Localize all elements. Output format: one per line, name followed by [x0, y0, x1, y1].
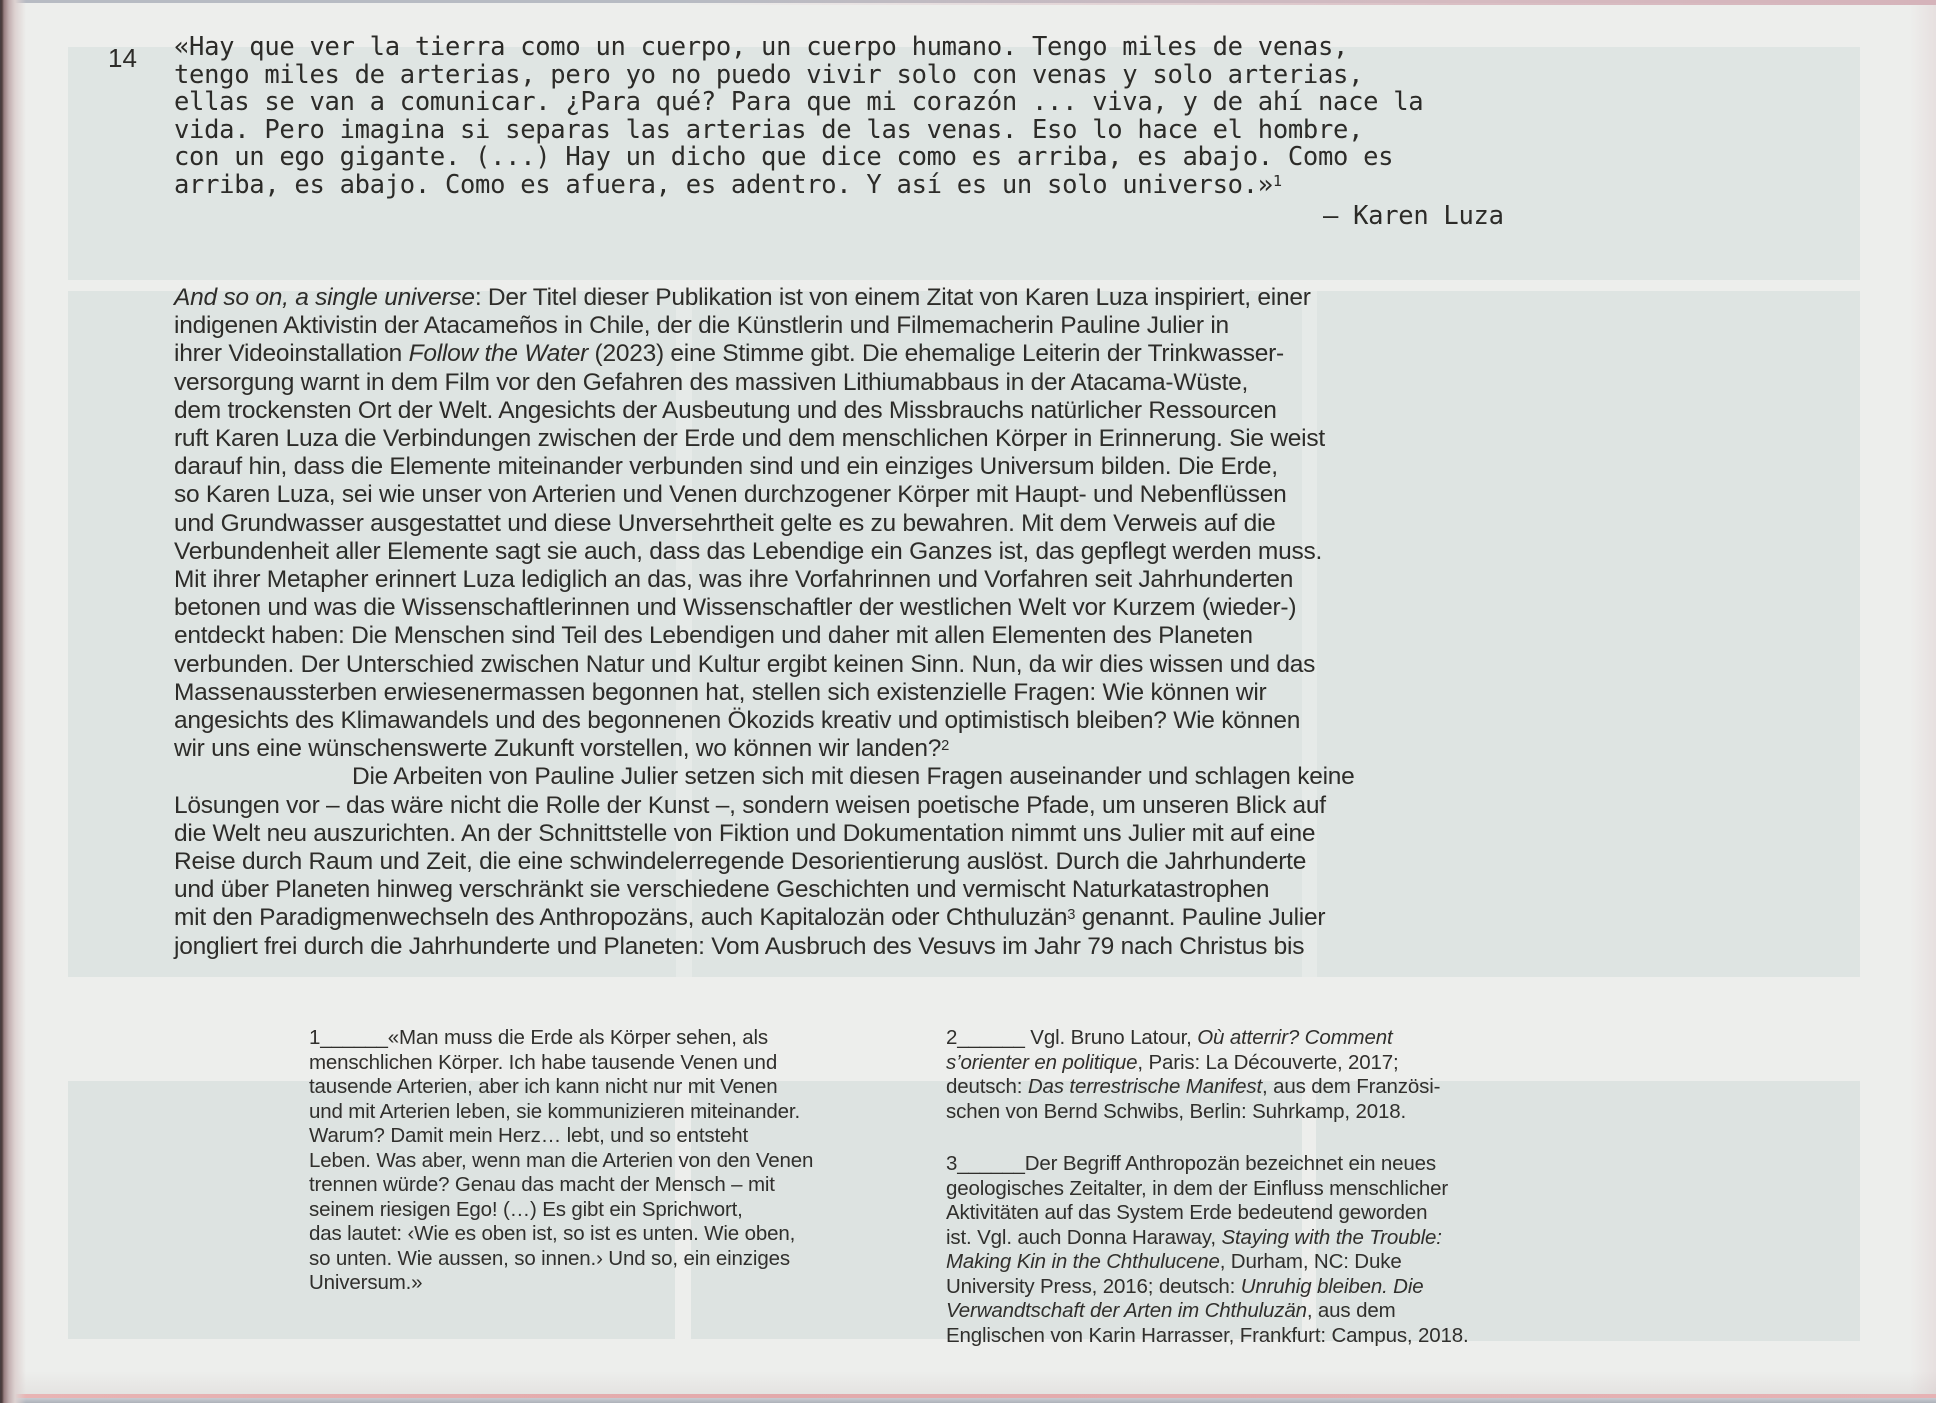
- text-line: Englischen von Karin Harrasser, Frankfurt: Campus, 2018.: [946, 1324, 1469, 1348]
- footnote-1: [309, 1026, 813, 1296]
- text-line: Verwandtschaft der Arten im Chthuluzän, aus dem: [946, 1299, 1396, 1323]
- text-line: das lautet: ‹Wie es oben ist, so ist es unten. Wie oben,: [309, 1222, 796, 1246]
- page-number: 14: [108, 43, 137, 73]
- text-line: 3______Der Begriff Anthropozän bezeichnet ein neues: [946, 1152, 1437, 1176]
- text-line: Aktivitäten auf das System Erde bedeutend geworden: [946, 1201, 1428, 1225]
- footnote-gap: [946, 1124, 1469, 1152]
- text-line: s’orienter en politique, Paris: La Découverte, 2017;: [946, 1050, 1399, 1074]
- text-line: tengo miles de arterias, pero yo no puedo vivir solo con venas y solo arterias,: [174, 59, 1364, 90]
- text-line: arriba, es abajo. Como es afuera, es adentro. Y así es un solo universo.»$^1$: [174, 169, 1282, 200]
- next-page-edge-strip: [0, 1398, 1936, 1403]
- text-line: so Karen Luza, sei wie unser von Arterien und Venen durchzogener Körper mit Haupt- und Nebenflüssen: [174, 481, 1287, 509]
- text-line: jongliert frei durch die Jahrhunderte und Planeten: Vom Ausbruch des Vesuvs im Jahr 79 nach Christus bis: [174, 932, 1305, 960]
- text-line: vida. Pero imagina si separas las arterias de las venas. Eso lo hace el hombre,: [174, 114, 1364, 145]
- text-line: 1______«Man muss die Erde als Körper sehen, als: [309, 1026, 769, 1049]
- text-line: angesichts des Klimawandels und des begonnenen Ökozids kreativ und optimistisch bleiben? Wie können: [174, 707, 1301, 735]
- text-line: University Press, 2016; deutsch: Unruhig bleiben. Die: [946, 1274, 1424, 1298]
- page-surface: [13, 3, 1936, 1397]
- text-line: darauf hin, dass die Elemente miteinander verbunden sind und ein einziges Universum bilden. Die Erde,: [174, 453, 1278, 481]
- text-line: wir uns eine wünschenswerte Zukunft vorstellen, wo können wir landen?$^2$: [174, 735, 950, 763]
- text-line: die Welt neu auszurichten. An der Schnittstelle von Fiktion und Dokumentation nimmt uns Julier mit auf eine: [174, 819, 1316, 847]
- body-text: [174, 284, 1355, 961]
- text-line: seinem riesigen Ego! (…) Es gibt ein Sprichwort,: [309, 1197, 743, 1221]
- text-line: Verbundenheit aller Elemente sagt sie auch, dass das Lebendige ein Ganzes ist, das gepflegt werden muss.: [174, 537, 1323, 565]
- text-line: 2______ Vgl. Bruno Latour, Où atterrir? Comment: [946, 1026, 1393, 1049]
- text-line: menschlichen Körper. Ich habe tausende Venen und: [309, 1050, 778, 1074]
- text-line: ruft Karen Luza die Verbindungen zwischen der Erde und dem menschlichen Körper in Erinnerung. Sie weist: [174, 425, 1325, 453]
- text-line: mit den Paradigmenwechseln des Anthropozäns, auch Kapitalozän oder Chthuluzän$^3$ genannt. Pauline Julier: [174, 904, 1326, 932]
- text-line: Warum? Damit mein Herz… lebt, und so entsteht: [309, 1124, 749, 1148]
- text-line: versorgung warnt in dem Film vor den Gefahren des massiven Lithiumabbaus in der Atacama-Wüste,: [174, 368, 1249, 396]
- text-line: schen von Bernd Schwibs, Berlin: Suhrkamp, 2018.: [946, 1099, 1406, 1123]
- text-line: ihrer Videoinstallation Follow the Water (2023) eine Stimme gibt. Die ehemalige Leiterin der Trinkwasser-: [174, 340, 1284, 368]
- text-line: Making Kin in the Chthulucene, Durham, NC: Duke: [946, 1250, 1402, 1274]
- text-line: entdeckt haben: Die Menschen sind Teil des Lebendigen und daher mit allen Elementen des Planeten: [174, 622, 1253, 650]
- text-line: Lösungen vor – das wäre nicht die Rolle der Kunst –, sondern weisen poetische Pfade, um unseren Blick auf: [174, 791, 1326, 819]
- text-line: und über Planeten hinweg verschränkt sie verschiedene Geschichten und vermischt Naturkatastrophen: [174, 876, 1270, 904]
- footnote-2: [946, 1026, 1469, 1124]
- footnote-3: [946, 1152, 1469, 1348]
- text-line: ist. Vgl. auch Donna Haraway, Staying with the Trouble:: [946, 1225, 1442, 1249]
- page-edge-top: [0, 0, 1936, 5]
- text-line: Leben. Was aber, wenn man die Arterien von den Venen: [309, 1148, 814, 1172]
- text-line: tausende Arterien, aber ich kann nicht nur mit Venen: [309, 1075, 778, 1099]
- text-line: und mit Arterien leben, sie kommunizieren miteinander.: [309, 1099, 800, 1123]
- text-line: verbunden. Der Unterschied zwischen Natur und Kultur ergibt keinen Sinn. Nun, da wir dies wissen und das: [174, 650, 1316, 678]
- book-spine-edge: [0, 0, 26, 1403]
- text-line: geologisches Zeitalter, in dem der Einfluss menschlicher: [946, 1176, 1449, 1200]
- text-line: deutsch: Das terrestrische Manifest, aus dem Französi-: [946, 1075, 1441, 1099]
- text-line: indigenen Aktivistin der Atacameños in Chile, der die Künstlerin und Filmemacherin Pauline Julier in: [174, 312, 1229, 340]
- footnote-column-right: [946, 1026, 1469, 1349]
- text-line: so unten. Wie aussen, so innen.› Und so, ein einziges: [309, 1246, 790, 1270]
- text-line: ellas se van a comunicar. ¿Para qué? Para que mi corazón ... viva, y de ahí nace la: [174, 87, 1424, 118]
- text-line: Mit ihrer Metapher erinnert Luza lediglich an das, was ihre Vorfahrinnen und Vorfahren seit Jahrhunderten: [174, 566, 1294, 594]
- text-line: Die Arbeiten von Pauline Julier setzen sich mit diesen Fragen auseinander und schlagen keine: [352, 763, 1355, 791]
- text-line: Massenaussterben erwiesenermassen begonnen hat, stellen sich existenzielle Fragen: Wie können wir: [174, 678, 1267, 706]
- footnote-column-left: [309, 1026, 813, 1296]
- text-line: dem trockensten Ort der Welt. Angesichts der Ausbeutung und des Missbrauchs natürlicher Ressourcen: [174, 396, 1277, 424]
- text-line: «Hay que ver la tierra como un cuerpo, un cuerpo humano. Tengo miles de venas,: [174, 32, 1349, 62]
- text-line: und Grundwasser ausgestattet und diese Unversehrtheit gelte es zu bewahren. Mit dem Verweis auf die: [174, 509, 1276, 537]
- text-line: betonen und was die Wissenschaftlerinnen und Wissenschaftler der westlichen Welt vor Kurzem (wieder-): [174, 594, 1297, 622]
- text-line: Reise durch Raum und Zeit, die eine schwindelerregende Desorientierung auslöst. Durch die Jahrhunderte: [174, 848, 1307, 876]
- text-line: Universum.»: [309, 1271, 423, 1295]
- text-line: trennen würde? Genau das macht der Mensch – mit: [309, 1173, 775, 1197]
- text-line: con un ego gigante. (...) Hay un dicho que dice como es arriba, es abajo. Como es: [174, 142, 1394, 173]
- text-line: And so on, a single universe: Der Titel dieser Publikation ist von einem Zitat von Karen Luza inspiriert, einer: [174, 284, 1311, 311]
- epigraph-attribution: – Karen Luza: [1323, 201, 1504, 231]
- epigraph-quote: [174, 34, 1423, 200]
